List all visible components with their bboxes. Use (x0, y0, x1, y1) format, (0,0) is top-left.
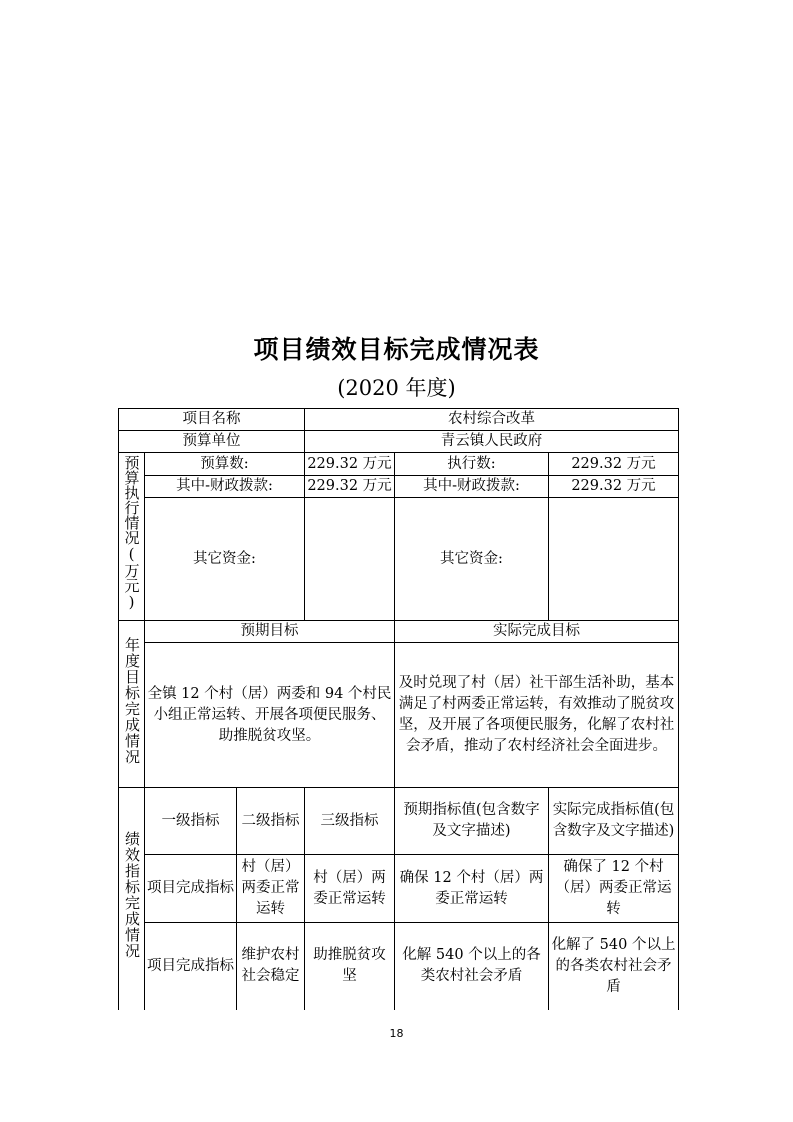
planned-label: 预算数: (145, 453, 305, 476)
other-value-left (305, 498, 395, 621)
indicator-cell: 化解 540 个以上的各类农村社会矛盾 (395, 923, 549, 1010)
indicator-cell: 项目完成指标 (145, 855, 237, 923)
fiscal-label-left: 其中-财政拨款: (145, 476, 305, 498)
indicator-header-row (119, 788, 679, 855)
indicator-cell: 维护农村社会稳定 (237, 923, 305, 1010)
page-subtitle: (2020 年度) (337, 376, 456, 400)
actual-goal-header: 实际完成目标 (395, 621, 679, 643)
fiscal-value-left: 229.32 万元 (305, 476, 395, 498)
budget-unit-value: 青云镇人民政府 (305, 431, 679, 453)
indicator-cell: 项目完成指标 (145, 923, 237, 1010)
table-row (119, 855, 679, 923)
budget-other-row (119, 498, 679, 621)
actual-goal-text: 及时兑现了村（居）社干部生活补助，基本满足了村两委正常运转，有效推动了脱贫攻坚，及开展了各项便民服务，化解了农村社会矛盾，推动了农村经济社会全面进步。 (395, 643, 679, 788)
executed-value: 229.32 万元 (549, 453, 679, 476)
annual-side-label: 年度目标完成情况 (119, 621, 145, 788)
indicator-header-actual: 实际完成指标值(包含数字及文字描述) (549, 788, 679, 855)
budget-planned-row (119, 453, 679, 476)
fiscal-label-right: 其中-财政拨款: (395, 476, 549, 498)
indicator-cell: 化解了 540 个以上的各类农村社会矛盾 (549, 923, 679, 1010)
annual-content-row (119, 643, 679, 788)
performance-table (118, 408, 679, 1010)
indicator-cell: 助推脱贫攻坚 (305, 923, 395, 1010)
expected-goal-text: 全镇 12 个村（居）两委和 94 个村民小组正常运转、开展各项便民服务、助推脱贫攻坚。 (145, 643, 395, 788)
budget-unit-row (119, 431, 679, 453)
budget-fiscal-row (119, 476, 679, 498)
indicator-header-level2: 二级指标 (237, 788, 305, 855)
indicator-header-expected: 预期指标值(包含数字及文字描述) (395, 788, 549, 855)
indicator-cell: 确保了 12 个村（居）两委正常运转 (549, 855, 679, 923)
page-title: 项目绩效目标完成情况表 (253, 335, 540, 364)
project-name-value: 农村综合改革 (305, 409, 679, 431)
indicator-header-level3: 三级指标 (305, 788, 395, 855)
indicator-cell: 确保 12 个村（居）两委正常运转 (395, 855, 549, 923)
fiscal-value-right: 229.32 万元 (549, 476, 679, 498)
indicator-cell: 村（居）两委正常运转 (237, 855, 305, 923)
table-row (119, 923, 679, 1010)
indicator-header-level1: 一级指标 (145, 788, 237, 855)
indicator-side-label: 绩效指标完成情况 (119, 788, 145, 1010)
other-label-left: 其它资金: (145, 498, 305, 621)
project-name-label: 项目名称 (119, 409, 305, 431)
planned-value: 229.32 万元 (305, 453, 395, 476)
project-name-row (119, 409, 679, 431)
other-value-right (549, 498, 679, 621)
indicator-cell: 村（居）两委正常运转 (305, 855, 395, 923)
expected-goal-header: 预期目标 (145, 621, 395, 643)
other-label-right: 其它资金: (395, 498, 549, 621)
annual-header-row (119, 621, 679, 643)
page-number: 18 (389, 1027, 404, 1040)
budget-side-label: 预算执行情况(万元) (119, 453, 145, 621)
budget-unit-label: 预算单位 (119, 431, 305, 453)
executed-label: 执行数: (395, 453, 549, 476)
